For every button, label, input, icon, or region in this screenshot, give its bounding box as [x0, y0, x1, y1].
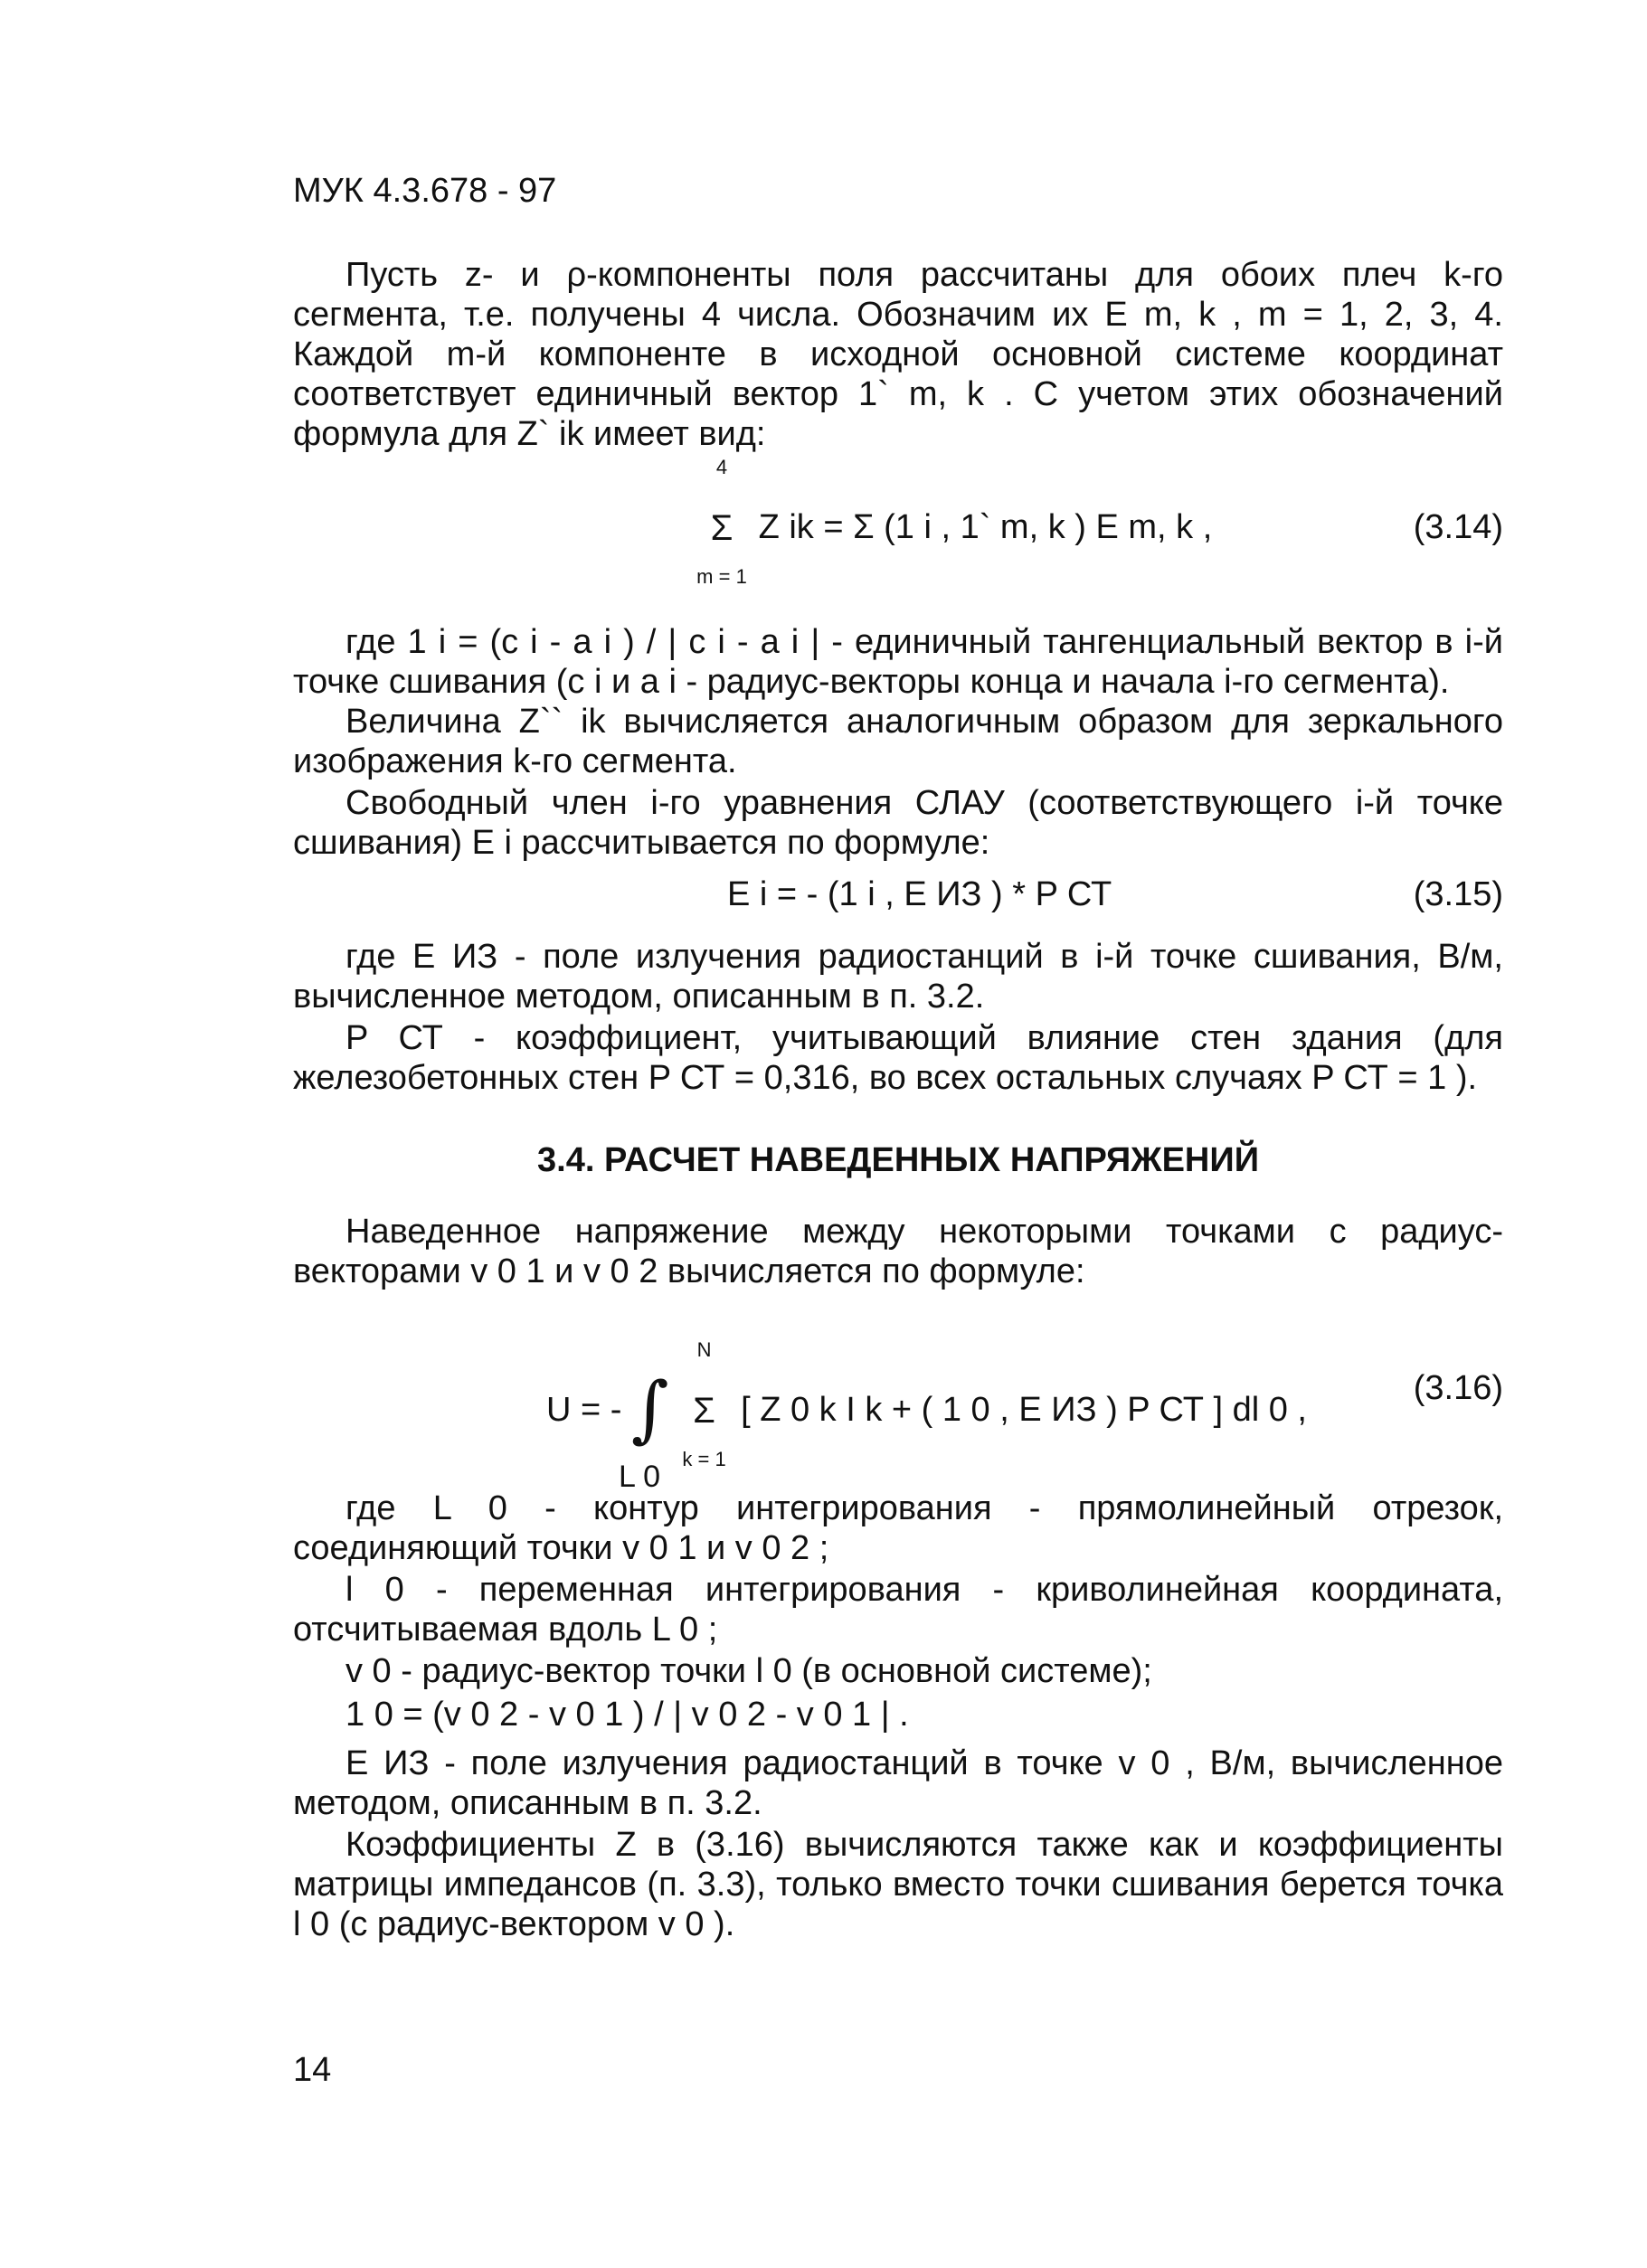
paragraph-wall-coefficient: P СТ - коэффициент, учитывающий влияние стен здания (для железобетонных стен P СТ = 0,316, во всех остальных случаях P СТ = 1 ).	[293, 1019, 1503, 1097]
paragraph-radius-vector: v 0 - радиус-вектор точки l 0 (в основной системе);	[345, 1652, 1152, 1690]
sum-lower-limit: m = 1	[696, 565, 747, 589]
formula-3-14	[293, 456, 1503, 597]
paragraph-components: Пусть z- и ρ-компоненты поля рассчитаны для обоих плеч k-го сегмента, т.е. получены 4 числа. Обозначим их E m, k , m = 1, 2, 3, 4. Каждой m-й компоненте в исходной основной системе координат соответствует единичный вектор 1` m, k . С учетом этих обозначений формула для Z` ik имеет вид:	[293, 256, 1503, 453]
paragraph-integration-variable: l 0 - переменная интегрирования - криволинейная координата, отсчитываемая вдоль L 0 ;	[293, 1571, 1503, 1649]
formula-3-15-body: E i = - (1 i , E ИЗ ) * P СТ	[727, 875, 1112, 913]
paragraph-mirror-image: Величина Z`` ik вычисляется аналогичным образом для зеркального изображения k-го сегмента.	[293, 703, 1503, 780]
formula-3-16	[293, 1329, 1503, 1494]
equation-number-3-16: (3.16)	[1413, 1369, 1503, 1407]
formula-3-16-lhs: U = -	[546, 1391, 622, 1429]
equation-number-3-14: (3.14)	[1413, 508, 1503, 546]
paragraph-free-term: Свободный член i-го уравнения СЛАУ (соответствующего i-й точке сшивания) E i рассчитывается по формуле:	[293, 784, 1503, 862]
document-code-header: МУК 4.3.678 - 97	[293, 172, 557, 210]
paragraph-integration-contour: где L 0 - контур интегрирования - прямолинейный отрезок, соединяющий точки v 0 1 и v 0 2 ;	[293, 1489, 1503, 1567]
paragraph-radiation-field: где E ИЗ - поле излучения радиостанций в i-й точке сшивания, В/м, вычисленное методом, описанным в п. 3.2.	[293, 938, 1503, 1016]
sum-symbol: N Σ k = 1	[677, 1391, 732, 1432]
formula-3-14-body: Z ik = Σ (1 i , 1` m, k ) E m, k ,	[758, 508, 1213, 546]
sum-upper-limit: 4	[715, 456, 728, 479]
section-heading: 3.4. РАСЧЕТ НАВЕДЕННЫХ НАПРЯЖЕНИЙ	[537, 1141, 1259, 1179]
paragraph-tangent-vector: где 1 i = (c i - a i ) / | c i - a i | - единичный тангенциальный вектор в i-й точке сшивания (c i и a i - радиус-векторы конца и начала i-го сегмента).	[293, 623, 1503, 701]
sum-symbol: 4 Σ m = 1	[695, 508, 749, 549]
integral-lower-limit: L 0	[618, 1460, 660, 1494]
formula-3-15	[293, 874, 1503, 928]
equation-number-3-15: (3.15)	[1413, 875, 1503, 913]
sum-lower-limit: k = 1	[682, 1448, 726, 1471]
paragraph-induced-voltage: Наведенное напряжение между некоторыми точками с радиус-векторами v 0 1 и v 0 2 вычисляется по формуле:	[293, 1213, 1503, 1290]
paragraph-coefficients: Коэффициенты Z в (3.16) вычисляются также как и коэффициенты матрицы импедансов (п. 3.3), только вместо точки сшивания берется точка l 0 (с радиус-вектором v 0 ).	[293, 1826, 1503, 1943]
page-number: 14	[293, 2051, 332, 2089]
formula-3-16-body: [ Z 0 k I k + ( 1 0 , E ИЗ ) P СТ ] dl 0 ,	[741, 1391, 1307, 1429]
paragraph-unit-vector: 1 0 = (v 0 2 - v 0 1 ) / | v 0 2 - v 0 1 | .	[345, 1696, 909, 1734]
sum-upper-limit: N	[696, 1338, 712, 1362]
paragraph-radiation-field-point: E ИЗ - поле излучения радиостанций в точке v 0 , В/м, вычисленное методом, описанным в п. 3.2.	[293, 1744, 1503, 1822]
integral-symbol: ∫ L 0	[618, 1366, 669, 1494]
